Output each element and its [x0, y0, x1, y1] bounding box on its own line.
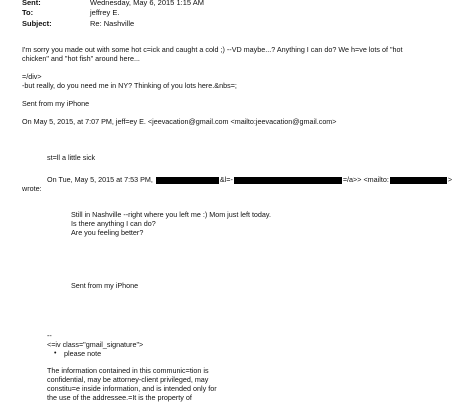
sick-line: st=ll a little sick: [47, 153, 96, 162]
body-line: -but really, do you need me in NY? Thinking of you lots here.&nbs=;: [22, 81, 237, 90]
wrote-label: wrote:: [22, 184, 42, 193]
sent-value: Wednesday, May 6, 2015 1:15 AM: [90, 0, 204, 7]
on-tue-prefix: On Tue, May 5, 2015 at 7:53 PM,: [47, 175, 153, 184]
signature-dashes: --: [47, 331, 52, 340]
bullet-icon: •: [54, 350, 57, 357]
redaction-block: [156, 177, 219, 184]
quote-intro: On May 5, 2015, at 7:07 PM, jeff=ey E. <jeevacation@gmail.com <mailto:jeevacation@gmail.com>: [22, 117, 337, 126]
on-tue-end: >: [447, 175, 452, 184]
disclaimer-line: The information contained in this communic=tion is: [47, 366, 209, 375]
to-value: jeffrey E.: [90, 8, 120, 17]
disclaimer-line: constitu=e inside information, and is intended only for: [47, 384, 217, 393]
sent-from-iphone: Sent from my iPhone: [22, 99, 90, 108]
body-line: I'm sorry you made out with some hot c=ick and caught a cold ;) --VD maybe...? Anything I can do? We h=ve lots of "hot: [22, 45, 403, 54]
body-line: =/div>: [22, 72, 42, 81]
on-tue-mid1: &l=-: [219, 175, 233, 184]
on-tue-mid2: =/a>> <mailto:: [342, 175, 389, 184]
signature-tag: <=iv class="gmail_signature">: [47, 340, 144, 349]
please-note: please note: [64, 349, 102, 358]
redaction-block: [234, 177, 342, 184]
sent-from-iphone-quoted: Sent from my iPhone: [71, 281, 139, 290]
to-label: To:: [22, 8, 34, 17]
sent-label: Sent:: [22, 0, 41, 7]
subject-label: Subject:: [22, 19, 52, 28]
disclaimer-line: confidential, may be attorney-client privileged, may: [47, 375, 209, 384]
quoted-line: Are you feeling better?: [71, 228, 144, 237]
disclaimer-line: the use of the addressee.=It is the property of: [47, 393, 192, 402]
subject-value: Re: Nashville: [90, 19, 135, 28]
quoted-line: Is there anything I can do?: [71, 219, 156, 228]
body-line: chicken" and "hot fish" around here...: [22, 54, 140, 63]
quoted-line: Still in Nashville --right where you left me :) Mom just left today.: [71, 210, 271, 219]
redaction-block: [390, 177, 447, 184]
on-tue-line: [47, 175, 452, 184]
